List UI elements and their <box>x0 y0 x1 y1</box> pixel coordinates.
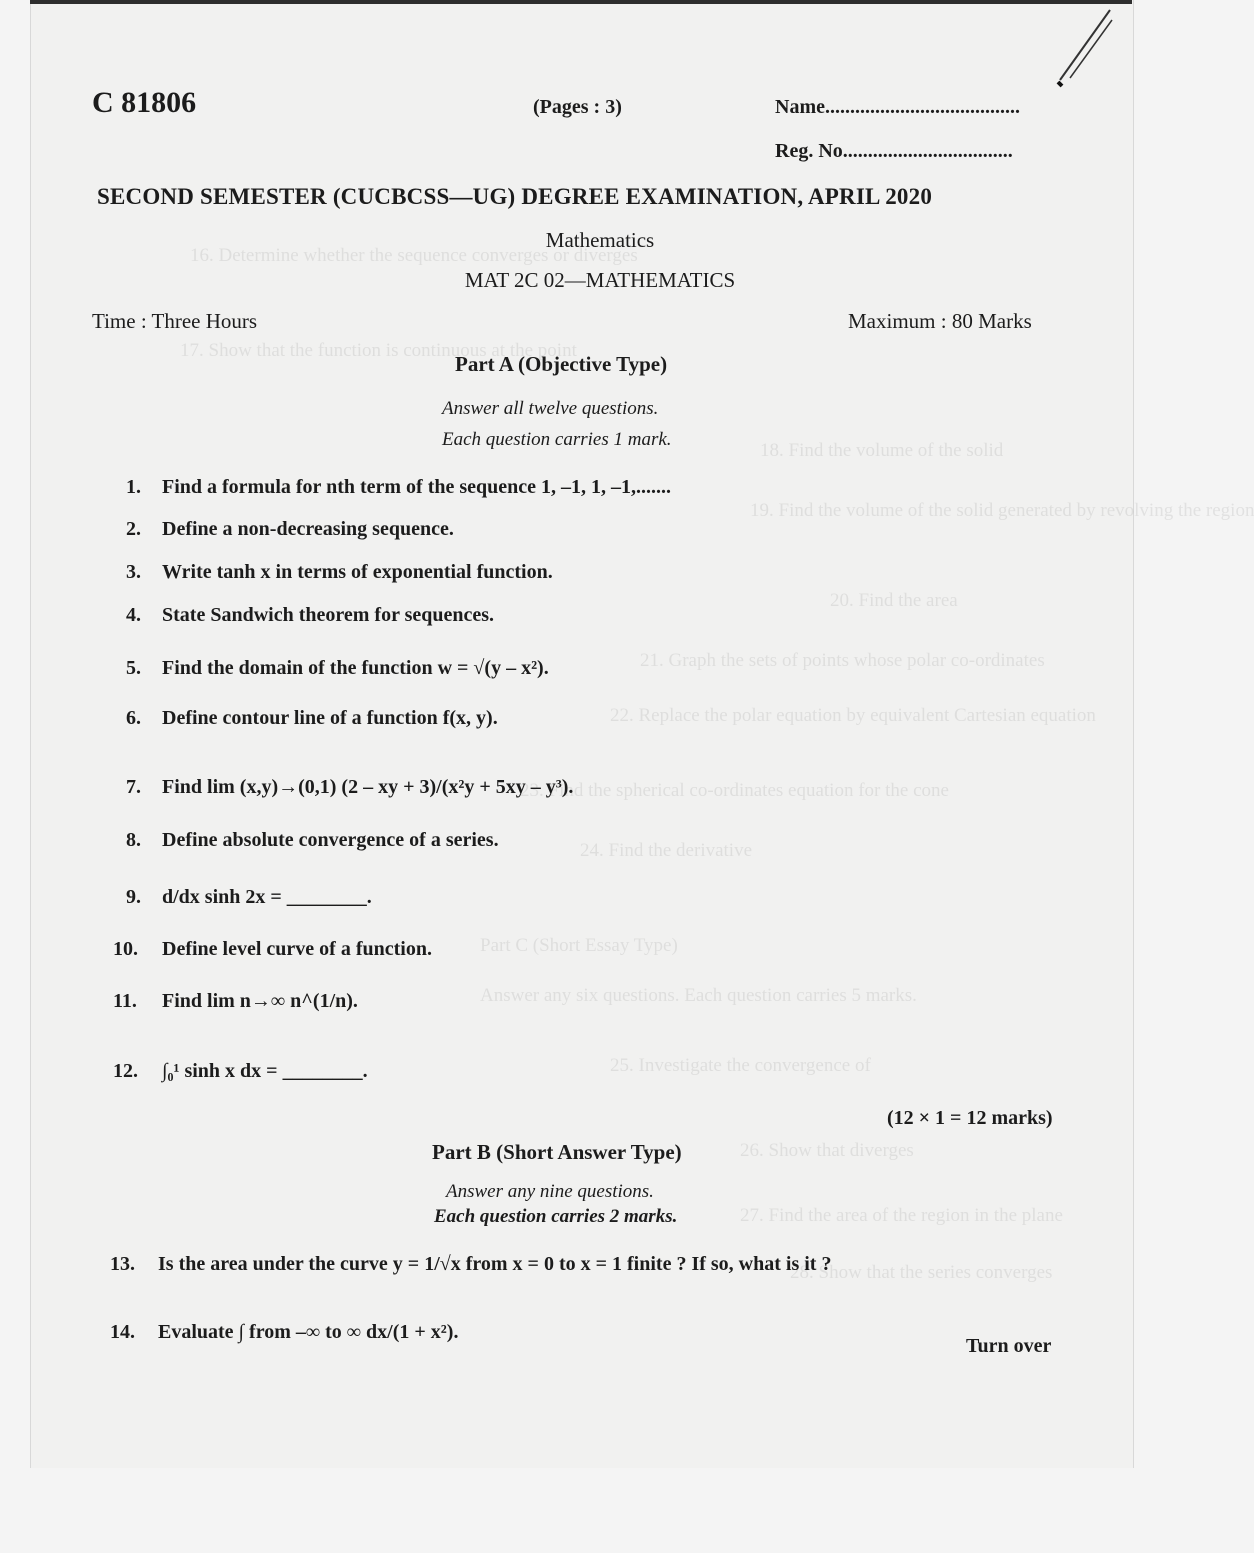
turn-over-note: Turn over <box>966 1335 1052 1357</box>
question-text: Define level curve of a function. <box>162 938 432 960</box>
subject-label: Mathematics <box>545 228 655 252</box>
bleed-through-text: 20. Find the area <box>830 590 958 611</box>
question-text: Find lim (x,y)→(0,1) (2 – xy + 3)/(x²y + 5xy – y³). <box>162 776 574 798</box>
maximum-marks: Maximum : 80 Marks <box>848 309 1032 333</box>
bleed-through-text: 23. Find the spherical co-ordinates equation for the cone <box>520 780 949 801</box>
question-number: 2. <box>126 518 141 540</box>
bleed-through-text: 28. Show that the series converges <box>790 1262 1053 1283</box>
question-number: 10. <box>113 938 138 960</box>
question-number: 12. <box>113 1060 138 1082</box>
question-number: 1. <box>126 476 141 498</box>
question-text: Find a formula for nth term of the sequence 1, –1, 1, –1,....... <box>162 476 672 498</box>
bleed-through-text: 26. Show that diverges <box>740 1140 914 1161</box>
name-field: Name....................................... <box>775 96 1020 118</box>
part-a-marks-note: Each question carries 1 mark. <box>442 429 672 450</box>
question-number: 13. <box>110 1253 135 1275</box>
part-b-marks-note: Each question carries 2 marks. <box>434 1206 678 1227</box>
question-text: ∫₀¹ sinh x dx = ________. <box>162 1060 368 1082</box>
question-text: Evaluate ∫ from –∞ to ∞ dx/(1 + x²). <box>158 1321 459 1343</box>
bleed-through-text: 27. Find the area of the region in the plane <box>740 1205 1063 1226</box>
course-title <box>0 268 1200 293</box>
question-number: 9. <box>126 886 141 908</box>
bleed-through-text: Answer any six questions. Each question carries 5 marks. <box>480 985 917 1006</box>
question-text: Define contour line of a function f(x, y). <box>162 707 498 729</box>
paper-code: C 81806 <box>92 86 197 119</box>
bleed-through-text: 18. Find the volume of the solid <box>760 440 1004 461</box>
subject-title <box>0 228 1200 253</box>
question-text: Is the area under the curve y = 1/√x from x = 0 to x = 1 finite ? If so, what is it ? <box>158 1253 832 1275</box>
question-number: 3. <box>126 561 141 583</box>
top-edge-line <box>30 0 1132 4</box>
question-number: 5. <box>126 657 141 679</box>
bleed-through-text: 24. Find the derivative <box>580 840 753 861</box>
bleed-through-text: 19. Find the volume of the solid generated by revolving the region <box>750 500 1254 521</box>
bleed-through-text: 17. Show that the function is continuous at the point <box>180 340 577 361</box>
bleed-through-text: 16. Determine whether the sequence converges or diverges <box>190 245 638 266</box>
question-text: State Sandwich theorem for sequences. <box>162 604 495 626</box>
bleed-through-text: 22. Replace the polar equation by equivalent Cartesian equation <box>610 705 1096 726</box>
question-number: 7. <box>126 776 141 798</box>
reg-no-field: Reg. No.................................. <box>775 140 1013 162</box>
bleed-through-text: Part C (Short Essay Type) <box>480 935 678 956</box>
pen-mark-icon <box>1050 0 1130 90</box>
question-number: 8. <box>126 829 141 851</box>
part-b-instruction: Answer any nine questions. <box>446 1181 654 1202</box>
course-label: MAT 2C 02—MATHEMATICS <box>464 268 736 292</box>
page-count: (Pages : 3) <box>533 96 622 118</box>
time-allowed: Time : Three Hours <box>92 309 258 333</box>
exam-title: SECOND SEMESTER (CUCBCSS—UG) DEGREE EXAMINATION, APRIL 2020 <box>97 184 933 209</box>
bleed-through-text: 21. Graph the sets of points whose polar co-ordinates <box>640 650 1045 671</box>
question-number: 14. <box>110 1321 135 1343</box>
question-number: 4. <box>126 604 141 626</box>
part-b-heading: Part B (Short Answer Type) <box>432 1140 682 1164</box>
question-text: d/dx sinh 2x = ________. <box>162 886 372 908</box>
question-text: Define absolute convergence of a series. <box>162 829 499 851</box>
exam-sheet <box>30 0 1134 1468</box>
part-a-instruction: Answer all twelve questions. <box>442 398 659 419</box>
question-text: Write tanh x in terms of exponential function. <box>162 561 553 583</box>
question-number: 6. <box>126 707 141 729</box>
part-a-total-marks: (12 × 1 = 12 marks) <box>887 1107 1053 1129</box>
question-number: 11. <box>113 990 137 1012</box>
question-text: Find lim n→∞ n^(1/n). <box>162 990 358 1012</box>
bleed-through-text: 25. Investigate the convergence of <box>610 1055 871 1076</box>
part-a-heading: Part A (Objective Type) <box>455 352 668 376</box>
question-text: Find the domain of the function w = √(y – x²). <box>162 657 549 679</box>
question-text: Define a non-decreasing sequence. <box>162 518 454 540</box>
